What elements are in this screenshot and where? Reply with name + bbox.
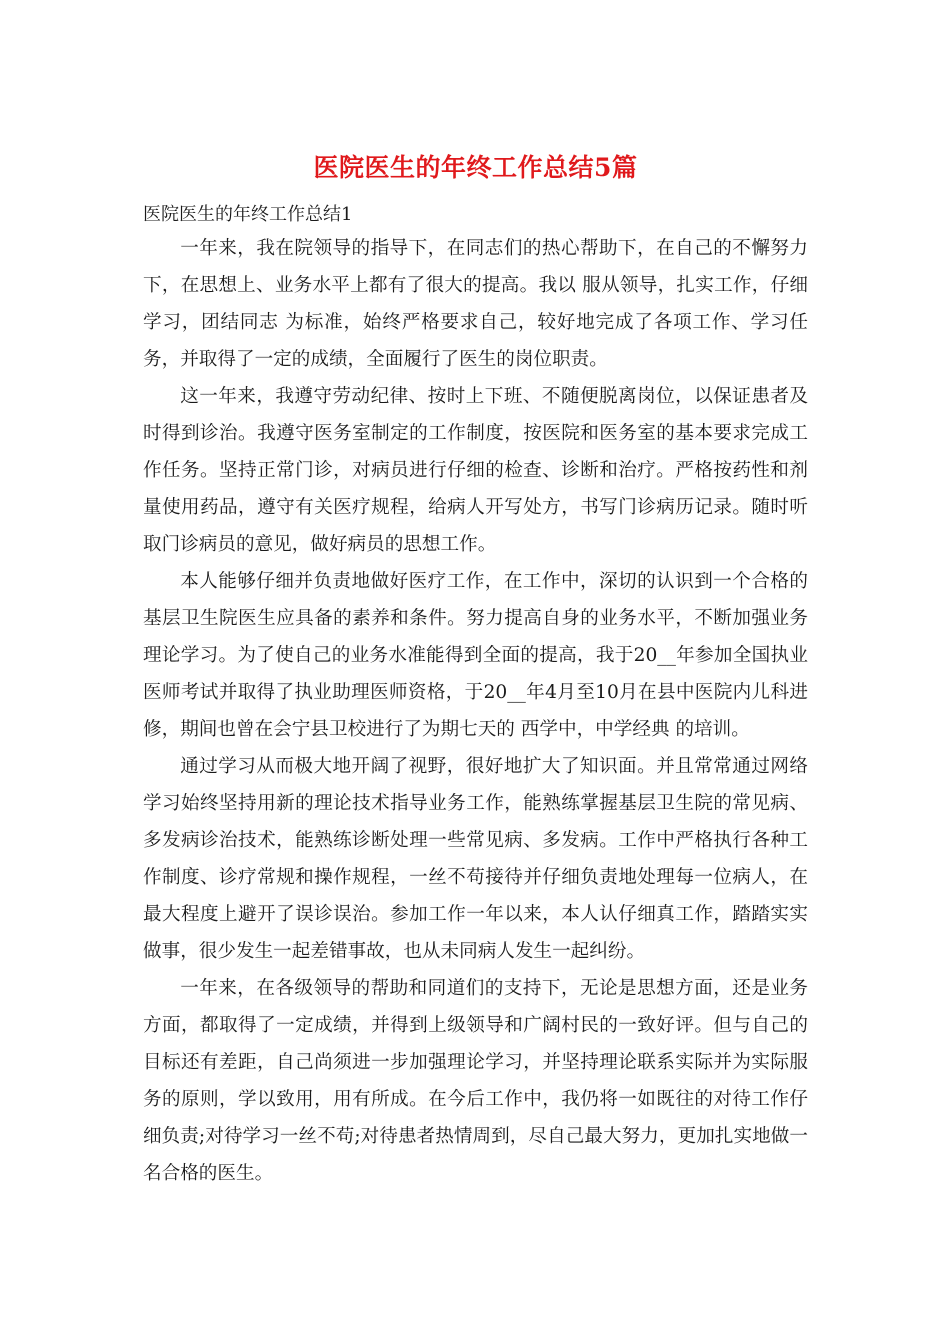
paragraph-1: 一年来，我在院领导的指导下，在同志们的热心帮助下，在自己的不懈努力下，在思想上、业务水平上都有了很大的提高。我以 服从领导，扎实工作，仔细学习，团结同志 为标准，始终严格要求自己，较好地完成了各项工作、学习任务，并取得了一定的成绩，全面履行了医生的岗位职责。 — [143, 238, 808, 370]
paragraph-3: 本人能够仔细并负责地做好医疗工作，在工作中，深切的认识到一个合格的基层卫生院医生应具备的素养和条件。努力提高自身的业务水平，不断加强业务理论学习。为了使自己的业务水准能得到全面的提高，我于20__年参加全国执业医师考试并取得了执业助理医师资格，于20__年4月至10月在县中医院内儿科进修，期间也曾在会宁县卫校进行了为期七天的 西学中，中学经典 的培训。 — [143, 571, 808, 740]
document-title: 医院医生的年终工作总结5篇 — [313, 153, 638, 182]
paragraph-2: 这一年来，我遵守劳动纪律、按时上下班、不随便脱离岗位，以保证患者及时得到诊治。我遵守医务室制定的工作制度，按医院和医务室的基本要求完成工作任务。坚持正常门诊，对病员进行仔细的检查、诊断和治疗。严格按药性和剂量使用药品，遵守有关医疗规程，给病人开写处方，书写门诊病历记录。随时听取门诊病员的意见，做好病员的思想工作。 — [143, 386, 808, 555]
paragraph-5: 一年来，在各级领导的帮助和同道们的支持下，无论是思想方面，还是业务方面，都取得了一定成绩，并得到上级领导和广阔村民的一致好评。但与自己的目标还有差距，自己尚须进一步加强理论学习，并坚持理论联系实际并为实际服务的原则，学以致用，用有所成。在今后工作中，我仍将一如既往的对待工作仔细负责;对待学习一丝不苟;对待患者热情周到，尽自己最大努力，更加扎实地做一名合格的医生。 — [143, 978, 808, 1184]
document-page — [143, 148, 808, 1192]
paragraph-4: 通过学习从而极大地开阔了视野，很好地扩大了知识面。并且常常通过网络学习始终坚持用新的理论技术指导业务工作，能熟练掌握基层卫生院的常见病、多发病诊治技术，能熟练诊断处理一些常见病、多发病。工作中严格执行各种工作制度、诊疗常规和操作规程，一丝不苟接待并仔细负责地处理每一位病人，在最大程度上避开了误诊误治。参加工作一年以来，本人认仔细真工作，踏踏实实做事，很少发生一起差错事故，也从未同病人发生一起纠纷。 — [143, 756, 808, 962]
section-heading: 医院医生的年终工作总结1 — [143, 204, 353, 225]
